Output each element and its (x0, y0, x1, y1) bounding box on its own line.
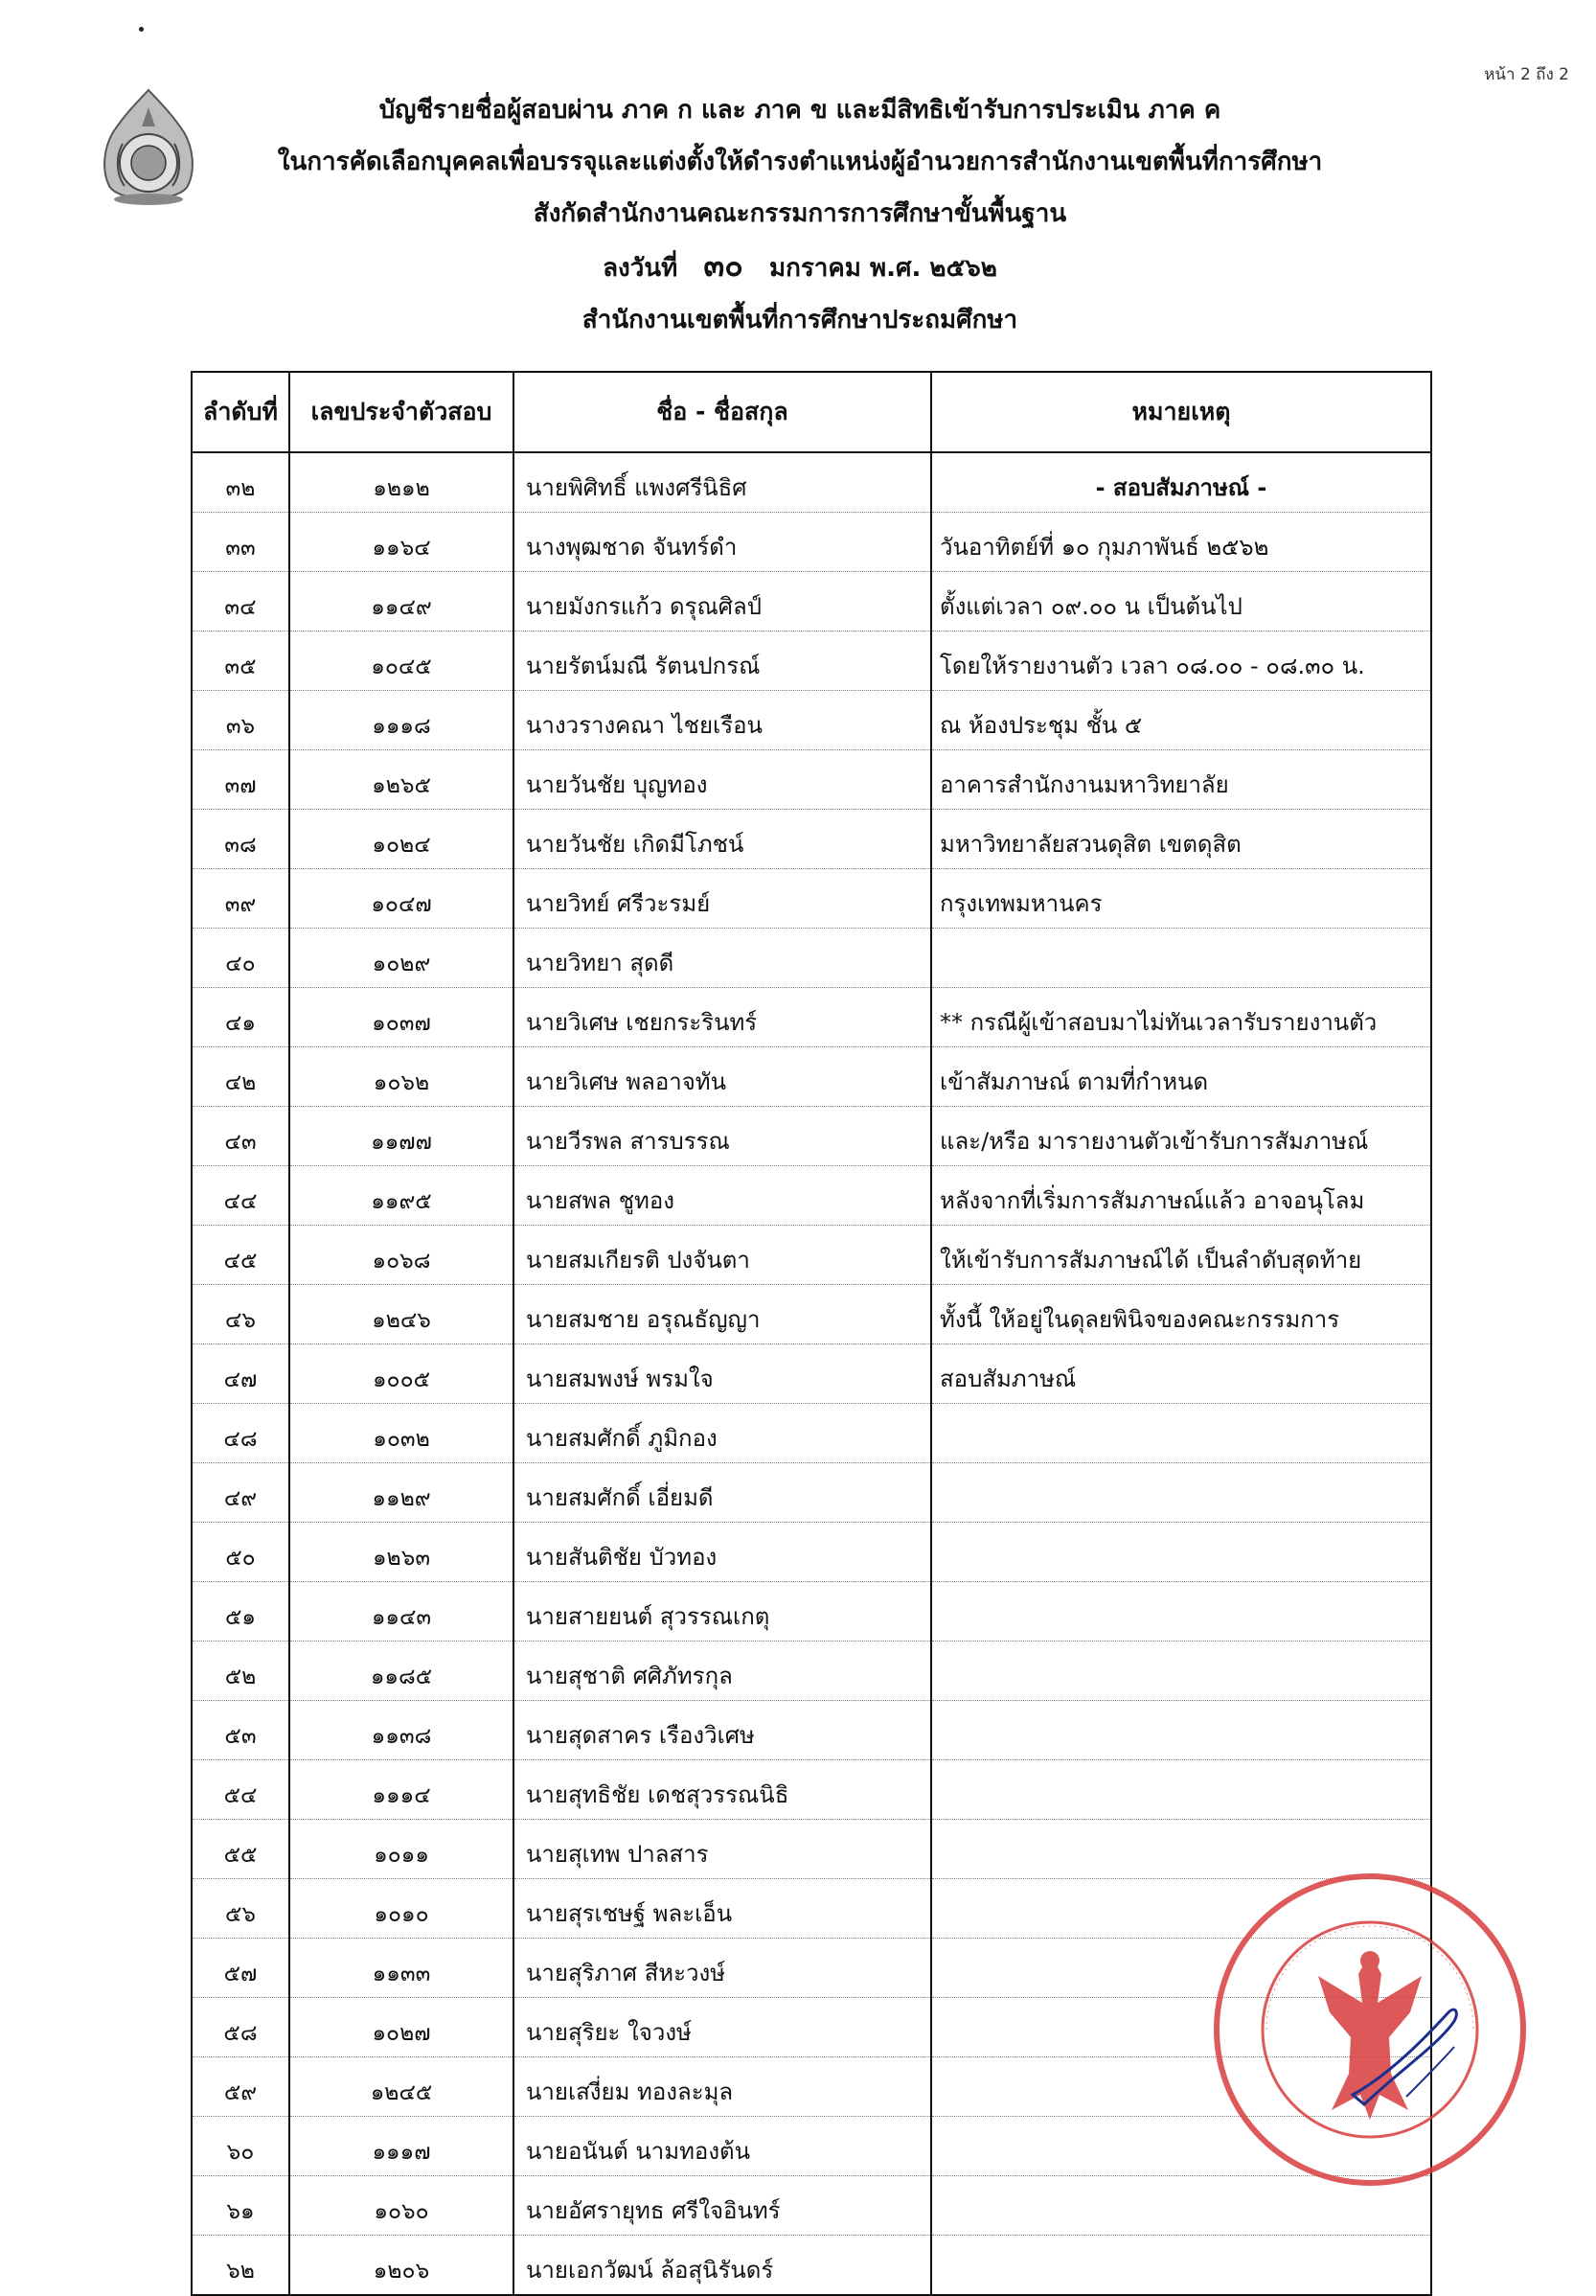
row-exam-id: ๑๑๓๘ (289, 1701, 513, 1760)
row-order: ๓๗ (192, 750, 289, 810)
row-name: นายสุทธิชัย เดชสุวรรณนิธิ (513, 1760, 931, 1820)
table-row (192, 631, 1431, 691)
row-name: นายวีรพล สารบรรณ (513, 1107, 931, 1166)
row-exam-id: ๑๒๔๖ (289, 1285, 513, 1344)
table-row (192, 810, 1431, 869)
table-row (192, 1760, 1431, 1820)
row-name: นายอนันต์ นามทองต้น (513, 2117, 931, 2176)
row-exam-id: ๑๑๑๔ (289, 1760, 513, 1820)
row-order: ๕๘ (192, 1998, 289, 2057)
row-name: นายสมเกียรติ ปงจันตา (513, 1226, 931, 1285)
row-name: นายอัศรายุทธ ศรีใจอินทร์ (513, 2176, 931, 2236)
row-order: ๕๙ (192, 2057, 289, 2117)
row-name: นายสมศักดิ์ ภูมิกอง (513, 1404, 931, 1463)
row-order: ๔๓ (192, 1107, 289, 1166)
header-name: ชื่อ - ชื่อสกุล (513, 372, 931, 452)
row-name: นายเสงี่ยม ทองละมุล (513, 2057, 931, 2117)
row-order: ๕๒ (192, 1642, 289, 1701)
heading-line-1: บัญชีรายชื่อผู้สอบผ่าน ภาค ก และ ภาค ข และมีสิทธิเข้ารับการประเมิน ภาค ค (378, 96, 1221, 125)
row-order: ๖๑ (192, 2176, 289, 2236)
row-remark (931, 2236, 1431, 2296)
row-order: ๔๐ (192, 929, 289, 988)
heading-line-5: สำนักงานเขตพื้นที่การศึกษาประถมศึกษา (581, 306, 1018, 334)
row-order: ๓๒ (192, 452, 289, 513)
table-row (192, 1701, 1431, 1760)
row-remark (931, 1642, 1431, 1701)
row-order: ๕๐ (192, 1523, 289, 1582)
table-row (192, 1523, 1431, 1582)
row-exam-id: ๑๒๐๖ (289, 2236, 513, 2296)
row-order: ๖๒ (192, 2236, 289, 2296)
row-remark: ณ ห้องประชุม ชั้น ๕ (931, 691, 1431, 750)
row-order: ๔๒ (192, 1047, 289, 1107)
ministry-emblem-icon (96, 86, 201, 211)
table-row (192, 1344, 1431, 1404)
row-remark: ให้เข้ารับการสัมภาษณ์ได้ เป็นลำดับสุดท้าย (931, 1226, 1431, 1285)
row-exam-id: ๑๐๒๔ (289, 810, 513, 869)
row-remark: โดยให้รายงานตัว เวลา ๐๘.๐๐ - ๐๘.๓๐ น. (931, 631, 1431, 691)
row-order: ๓๘ (192, 810, 289, 869)
row-exam-id: ๑๐๖๐ (289, 2176, 513, 2236)
table-row (192, 452, 1431, 513)
row-exam-id: ๑๐๓๒ (289, 1404, 513, 1463)
row-name: นายวิเศษ พลอาจทัน (513, 1047, 931, 1107)
row-order: ๔๗ (192, 1344, 289, 1404)
row-order: ๔๘ (192, 1404, 289, 1463)
row-remark (931, 1463, 1431, 1523)
row-order: ๔๙ (192, 1463, 289, 1523)
row-order: ๔๖ (192, 1285, 289, 1344)
row-exam-id: ๑๐๒๗ (289, 1998, 513, 2057)
heading-date-line (211, 240, 1389, 294)
table-row (192, 750, 1431, 810)
row-name: นายสุริภาศ สีหะวงษ์ (513, 1939, 931, 1998)
row-exam-id: ๑๒๑๒ (289, 452, 513, 513)
table-row (192, 1404, 1431, 1463)
row-name: นางพุฒชาด จันทร์ดำ (513, 513, 931, 572)
row-order: ๓๙ (192, 869, 289, 929)
table-row (192, 1463, 1431, 1523)
table-row (192, 1166, 1431, 1226)
header-remark: หมายเหตุ (931, 372, 1431, 452)
date-day: ๓๐ (703, 247, 743, 284)
header-exam-id: เลขประจำตัวสอบ (289, 372, 513, 452)
row-name: นางวรางคณา ไชยเรือน (513, 691, 931, 750)
table-row (192, 2236, 1431, 2296)
row-exam-id: ๑๐๓๗ (289, 988, 513, 1047)
row-exam-id: ๑๑๙๕ (289, 1166, 513, 1226)
row-name: นายวันชัย เกิดมีโภชน์ (513, 810, 931, 869)
table-row (192, 1226, 1431, 1285)
heading-line-2: ในการคัดเลือกบุคคลเพื่อบรรจุและแต่งตั้งให้ดำรงตำแหน่งผู้อำนวยการสำนักงานเขตพื้นที่การศึกษา (277, 148, 1323, 176)
row-order: ๓๕ (192, 631, 289, 691)
row-order: ๕๖ (192, 1879, 289, 1939)
table-row (192, 1642, 1431, 1701)
row-name: นายสุชาติ ศศิภัทรกุล (513, 1642, 931, 1701)
row-order: ๕๔ (192, 1760, 289, 1820)
row-order: ๖๐ (192, 2117, 289, 2176)
row-order: ๓๓ (192, 513, 289, 572)
row-name: นายสันติชัย บัวทอง (513, 1523, 931, 1582)
row-exam-id: ๑๐๔๗ (289, 869, 513, 929)
row-exam-id: ๑๑๘๕ (289, 1642, 513, 1701)
table-header-row (192, 372, 1431, 452)
row-exam-id: ๑๑๔๙ (289, 572, 513, 631)
row-exam-id: ๑๒๔๕ (289, 2057, 513, 2117)
row-exam-id: ๑๑๑๘ (289, 691, 513, 750)
row-remark (931, 1760, 1431, 1820)
row-exam-id: ๑๐๖๘ (289, 1226, 513, 1285)
date-prefix: ลงวันที่ (603, 254, 678, 283)
row-exam-id: ๑๑๑๗ (289, 2117, 513, 2176)
row-order: ๕๕ (192, 1820, 289, 1879)
row-name: นายวันชัย บุญทอง (513, 750, 931, 810)
row-exam-id: ๑๐๑๑ (289, 1820, 513, 1879)
row-order: ๓๔ (192, 572, 289, 631)
table-row (192, 929, 1431, 988)
row-exam-id: ๑๑๗๗ (289, 1107, 513, 1166)
table-row (192, 1047, 1431, 1107)
row-exam-id: ๑๐๔๕ (289, 631, 513, 691)
row-remark: ** กรณีผู้เข้าสอบมาไม่ทันเวลารับรายงานตัว (931, 988, 1431, 1047)
row-remark: มหาวิทยาลัยสวนดุสิต เขตดุสิต (931, 810, 1431, 869)
row-name: นายสุริยะ ใจวงษ์ (513, 1998, 931, 2057)
table-row (192, 869, 1431, 929)
row-order: ๕๓ (192, 1701, 289, 1760)
row-exam-id: ๑๐๖๒ (289, 1047, 513, 1107)
row-exam-id: ๑๐๐๕ (289, 1344, 513, 1404)
row-remark: เข้าสัมภาษณ์ ตามที่กำหนด (931, 1047, 1431, 1107)
table-row (192, 1107, 1431, 1166)
row-remark: หลังจากที่เริ่มการสัมภาษณ์แล้ว อาจอนุโลม (931, 1166, 1431, 1226)
row-exam-id: ๑๑๒๙ (289, 1463, 513, 1523)
table-row (192, 1285, 1431, 1344)
heading-line-3: สังกัดสำนักงานคณะกรรมการการศึกษาขั้นพื้นฐาน (533, 199, 1067, 228)
row-name: นายรัตน์มณี รัตนปกรณ์ (513, 631, 931, 691)
row-remark (931, 1404, 1431, 1463)
row-remark: และ/หรือ มารายงานตัวเข้ารับการสัมภาษณ์ (931, 1107, 1431, 1166)
row-name: นายสุเทพ ปาลสาร (513, 1820, 931, 1879)
row-name: นายมังกรแก้ว ดรุณศิลป์ (513, 572, 931, 631)
speck-mark (139, 27, 144, 32)
table-row (192, 691, 1431, 750)
row-remark: อาคารสำนักงานมหาวิทยาลัย (931, 750, 1431, 810)
table-row (192, 572, 1431, 631)
row-exam-id: ๑๐๒๙ (289, 929, 513, 988)
row-remark: กรุงเทพมหานคร (931, 869, 1431, 929)
official-seal-icon (1209, 1869, 1531, 2191)
row-name: นายวิเศษ เชยกระรินทร์ (513, 988, 931, 1047)
table-row (192, 513, 1431, 572)
row-name: นายสมชาย อรุณธัญญา (513, 1285, 931, 1344)
row-name: นายวิทย์ ศรีวะรมย์ (513, 869, 931, 929)
row-remark: ทั้งนี้ ให้อยู่ในดุลยพินิจของคณะกรรมการ (931, 1285, 1431, 1344)
row-exam-id: ๑๒๖๕ (289, 750, 513, 810)
row-remark: ตั้งแต่เวลา ๐๙.๐๐ น เป็นต้นไป (931, 572, 1431, 631)
row-remark (931, 1523, 1431, 1582)
garuda-icon (1318, 1951, 1422, 2120)
row-order: ๓๖ (192, 691, 289, 750)
row-exam-id: ๑๒๖๓ (289, 1523, 513, 1582)
row-exam-id: ๑๐๑๐ (289, 1879, 513, 1939)
row-exam-id: ๑๑๖๔ (289, 513, 513, 572)
row-name: นายสมศักดิ์ เอี่ยมดี (513, 1463, 931, 1523)
row-order: ๔๑ (192, 988, 289, 1047)
row-remark (931, 929, 1431, 988)
row-name: นายสพล ชูทอง (513, 1166, 931, 1226)
row-order: ๕๗ (192, 1939, 289, 1998)
row-remark (931, 1582, 1431, 1642)
row-remark (931, 1701, 1431, 1760)
row-name: นายสุรเชษฐ์ พละเอ็น (513, 1879, 931, 1939)
row-order: ๔๔ (192, 1166, 289, 1226)
row-name: นายสมพงษ์ พรมใจ (513, 1344, 931, 1404)
table-row (192, 988, 1431, 1047)
table-row (192, 1582, 1431, 1642)
header-order: ลำดับที่ (192, 372, 289, 452)
row-remark: สอบสัมภาษณ์ (931, 1344, 1431, 1404)
document-heading (211, 84, 1389, 346)
row-name: นายเอกวัฒน์ ล้อสุนิรันดร์ (513, 2236, 931, 2296)
row-name: นายวิทยา สุดดี (513, 929, 931, 988)
row-order: ๔๕ (192, 1226, 289, 1285)
row-name: นายสายยนต์ สุวรรณเกตุ (513, 1582, 931, 1642)
row-name: นายสุดสาคร เรืองวิเศษ (513, 1701, 931, 1760)
row-order: ๕๑ (192, 1582, 289, 1642)
row-remark: วันอาทิตย์ที่ ๑๐ กุมภาพันธ์ ๒๕๖๒ (931, 513, 1431, 572)
page-number: หน้า 2 ถึง 2 (1484, 65, 1569, 84)
row-exam-id: ๑๑๔๓ (289, 1582, 513, 1642)
row-exam-id: ๑๑๓๓ (289, 1939, 513, 1998)
date-rest: มกราคม พ.ศ. ๒๕๖๒ (768, 254, 997, 283)
row-remark: - สอบสัมภาษณ์ - (931, 452, 1431, 513)
row-name: นายพิศิทธิ์ แพงศรีนิธิศ (513, 452, 931, 513)
